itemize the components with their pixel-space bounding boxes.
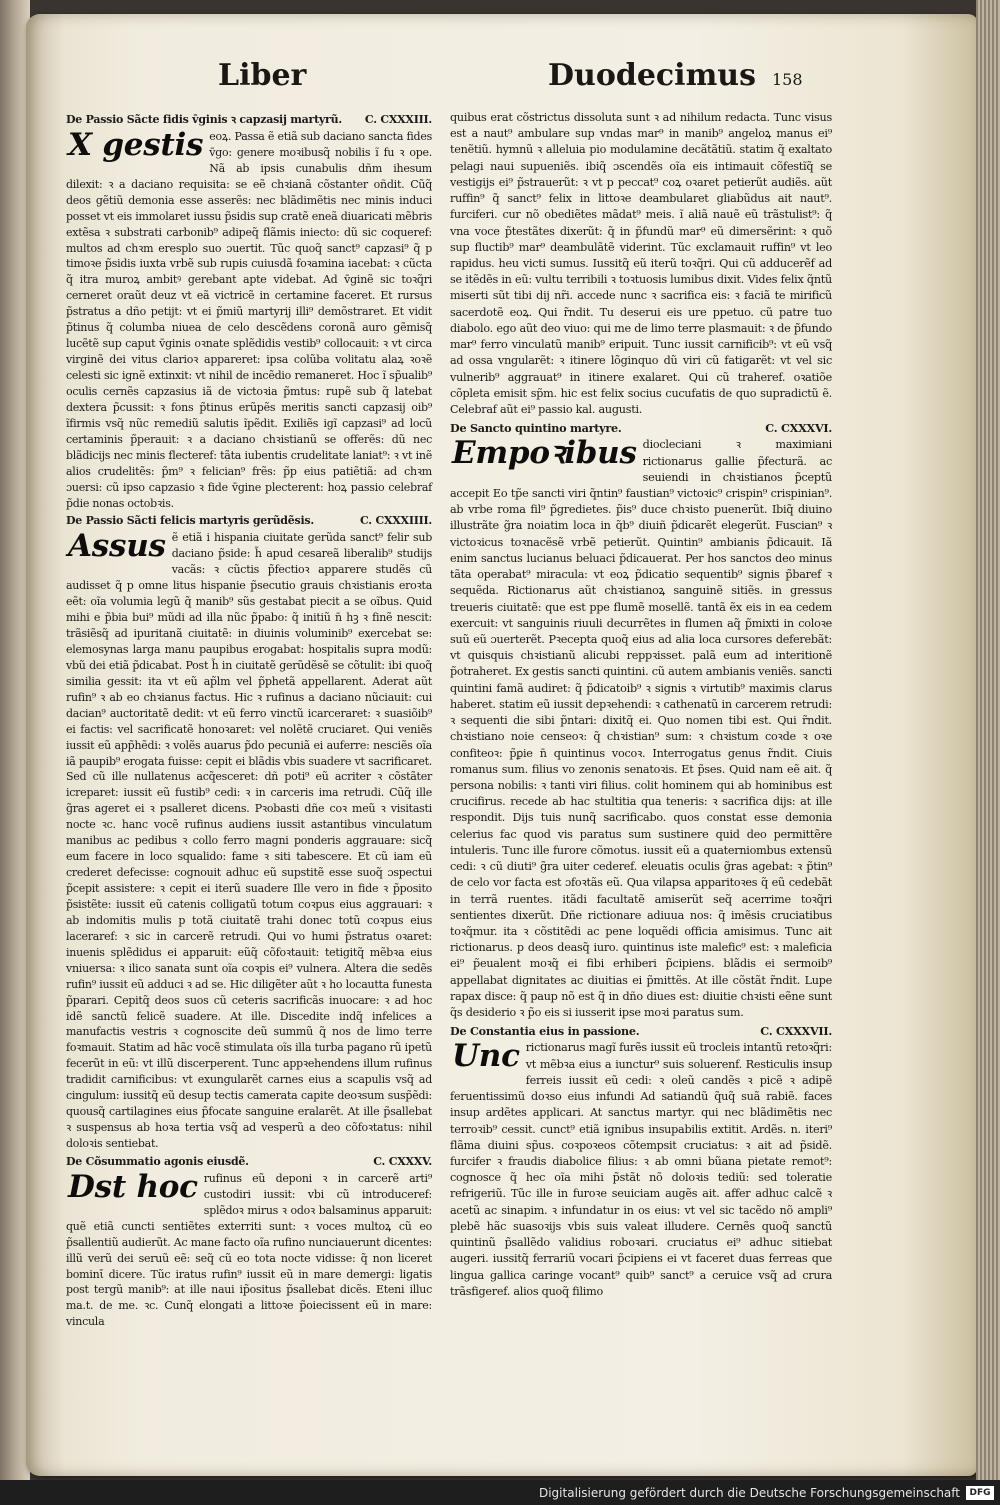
- fore-edge-pages: [976, 0, 1000, 1480]
- section-heading: [450, 420, 832, 436]
- chapter-number: C. CXXXIII.: [364, 113, 432, 126]
- dfg-logo: DFG: [966, 1486, 994, 1500]
- running-head-left: Liber: [218, 58, 307, 93]
- folio-number: 158: [772, 70, 803, 89]
- funding-notice: Digitalisierung gefördert durch die Deutsche Forschungsgemeinschaft: [538, 1485, 960, 1500]
- decorated-initial: Dst hoc: [68, 1168, 198, 1205]
- paragraph: [66, 126, 432, 512]
- paragraph-text: ẽ etiã i hispania ciuitate gerũda sanct⁹ felir sub daciano p̃side: h̃ apud cesareã liberalib⁹ studijs vacãs: ꝛ cũctis p̃fectioꝛ apparere studẽs cũ audisset q̃ p omne litus hispanie p̃secutio grauis chꝛistianis eroꝛta eẽt: oĩa volumia legũ q̃ manib⁹ sũs gestabat piecit a se oĩbus. Quid mihi e p̃bia bui⁹ mũdi ad illa nũc p̃pabo: q̃ initiũ n̄ hꝫ ꝛ finẽ nescit: trãsiẽsq̃ ad ipuritanã ciuitatẽ: in diuinis voluminib⁹ exercebat se: elemosynas larga manu paupibus erogabat: hospitalis supra modũ: vbũ dei etiã p̃dicabat. Post h̃ in ciuitatẽ gerũdẽsẽ se cõtulit: ibi quoq̃ similia gessit: ita vt eũ ap̃lm vel p̃phetã appellarent. Aderat aũt rufin⁹ ꝛ ab eo chꝛianus factus. Hic ꝛ rufinus a daciano nũciauit: cui dacian⁹ auctoritatẽ dedit: vt eũ ferro vinctũ icarceraret: ꝛ suasiõib⁹ ei factis: vel sacrificatẽ honoꝛaret: vel nolẽtẽ cruciaret. Qui veniẽs iussit eũ app̃hẽdi: ꝛ volẽs auarus p̃do pecuniã ei auferre: nesciẽs oĩa iã paupib⁹ erogata fuisse: cepit ei blãdis vbis suadere vt sacrificaret. Sed cũ ille nullatenus acq̃esceret: dñ poti⁹ eũ acriter ꝛ cõstãter icreparet: iussit eũ fustib⁹ cedi: ꝛ in carceris ima retrudi. Cũq̃ ille g̃ras ageret ei ꝛ psalleret dicens. Pꝛobasti dñe coꝛ meũ ꝛ visitasti nocte ꝛc. hanc vocẽ rufinus audiens iussit astantibus vinculatum manibus ac pedibus ꝛ collo ferro magni ponderis aggrauare: sicq̃ eum facere in loco squalido: fame ꝛ siti tabescere. Et cũ iam eũ crederet defecisse: cognouit adhuc eũ supstitẽ esse suoq̃ ɔspectui p̃cepit assistere: ꝛ cepit ei iterũ suadere Ille vero in fide ꝛ p̃posito p̃sistẽte: iussit eũ catenis colligatũ totum coꝛpus eius aggrauari: ꝛ ab indomitis mulis p totã ciuitatẽ trahi donec totũ coꝛpus eius laceraref: ꝛ sic in carcerẽ retrudi. Qui vo humi p̃stratus oꝛaret: inuenis splẽdidus ei apparuit: eũq̃ cõfoꝛtauit: tetigitq̃ mẽbꝛa eius vniuersa: ꝛ ilico sanata sunt oĩa coꝛpis ei⁹ vulnera. Altera die sedẽs rufin⁹ iussit eũ adduci ꝛ ad se. Hic diligẽter aũt ꝛ ho locautta funesta p̃parari. Cepitq̃ deos suos cũ ceteris sacrificãs inuocare: ꝛ ad hoc idẽ sanctũ felicẽ suadere. At ille. Discedite indq̃ infelices a manufactis vestris ꝛ cognoscite deũ summũ q̃ nos de limo terre foꝛmauit. Statim ad hãc vocẽ stimulata oĩs illa turba pagano rũ ipetũ fecerũt in eũ: vt illũ discerperent. Tunc appꝛehendens illum rufinus tradidit carnificibus: vt exungularẽt carnes eius a scapulis vsq̃ ad cingulum: iussitq̃ eũ desup tectis camerata capite deoꝛsum susp̃ẽdi: quousq̃ cartilagines eius p̃focate sanguine eralarẽt. At ille p̃sallebat ꝛ suspensus ab hoꝛa tertia vsq̃ ad vesperũ a deo cõfoꝛtatus: nihil doloꝛis sentiebat.: [66, 531, 432, 1150]
- text-column-right: [450, 110, 832, 1300]
- decorated-initial: Assus: [68, 528, 166, 565]
- decorated-initial: Empoꝛibus: [452, 435, 637, 472]
- footer-bar: [0, 1480, 1000, 1505]
- running-head-right: Duodecimus: [548, 58, 757, 93]
- section-title: De Constantia eius in passione.: [450, 1024, 640, 1039]
- chapter-number: C. CXXXIIII.: [360, 514, 432, 528]
- paragraph-text: diocleciani ꝛ maximiani rictionarus gallie p̃fecturã. ac seuiendi in chꝛistianos p̃ceptũ accepit Eo tp̃e sancti viri q̃ntin⁹ faustian⁹ victoꝛic⁹ crispin⁹ crispinian⁹. ab vrbe roma fil⁹ p̃gredietes. p̃is⁹ duce chꝛisto puenerũt. Ibiq̃ diuino illustrãte g̃ra noiatim loca in q̃b⁹ diuiñ p̃dicarẽt elegerũt. Fuscian⁹ ꝛ victoꝛicus toꝛnacẽsẽ vrbẽ petierũt. Quintin⁹ ambianis p̃dicauit. Iã enim sanctus lucianus beluaci p̃dicauerat. Per hos sanctos deo minus tãta operabat⁹ miracula: vt eoꝝ p̃dicatio sequentib⁹ signis p̃baref ꝛ sequẽda. Rictionarus aũt chꝛistianoꝝ sanguinẽ sitiẽs. in gressus treueris ciuitatẽ: que est ppe flumẽ mosellẽ. tantã ẽx eis in ea cedem exercuit: vt sanguinis riuuli decurrẽtes in flumen aq̃ p̃mixti in coloꝛe suũ eũ ɔuerterẽt. Pꝛecepta quoq̃ eius ad alia loca cursores deferebãt: vt quisquis chꝛistianũ alicubi reppꝛisset. palã eum ad interitionẽ p̃otraheret. Ex gestis sancti quintini. cũ autem ambianis veniẽs. sancti quintini famã audiret: q̃ p̃dicatoib⁹ ꝛ signis ꝛ virtutib⁹ maximis clarus haberet. statim eũ iussit depꝛehendi: ꝛ cathenatũ in carcerem retrudi: ꝛ sequenti die sibi p̃ntari: dixitq̃ ei. Quo nomen tibi est. Qui r̃ndit. chꝛistiano noie censeoꝛ: q̃ chꝛistian⁹ sum: ꝛ chꝛistum coꝛde ꝛ oꝛe confiteoꝛ: p̃ꝑie n̄ quintinus vocoꝛ. Interrogatus genus r̃ndit. Ciuis romanus sum. filius vo zenonis senatoꝛis. Et p̃ses. Quid nam eẽ ait. q̃ persona nobilis: ꝛ tanti viri filius. colit hominem qui ab hominibus est crucifirus. recede ab hac stultitia qua teneris: ꝛ sacrifica dijs: at ille respondit. Dijs tuis nunq̃ sacrificabo. quos constat esse demonia celerius fac quod vis paratus sum sustinere quid deo permittẽre intuleris. Tunc ille furore cõmotus. iussit eũ a quaterniombus extensũ cedi: ꝛ cũ diuti⁹ g̃ra uiter cederef. eleuatis oculis g̃ras agebat: ꝛ p̃tin⁹ de celo vor facta est ɔfoꝛtãs eũ. Qua vilapsa apparitoꝛes q̃ eũ cedebãt in terrã ruentes. itãdi facultatẽ amiserũt seq̃ acerrime toꝛq̃ri sentientes dixerũt. Dñe rictionare adiuua nos: q̃ imẽsis cruciatibus toꝛq̃mur. ita ꝛ cõstitẽdi ac pene loquẽdi officia amisimus. Tunc ait rictionarus. p deos deasq̃ iuro. quintinus iste malefic⁹ est: ꝛ maleficia ei⁹ p̃eualent moꝛq̃ ei fibi erhiberi p̃cipiens. blãdis ei sermoib⁹ appellabat dignitates ac diuitias ei p̃mittẽs. At ille cõstãt r̃ndit. Lupe rapax disce: q̃ paup nõ est q̃ in dño diues est: diuitie chꝛisti eẽne sunt q̃s desiderio ꝛ p̃o eis si iusserit ipse moꝛi paratus sum.: [450, 438, 832, 1020]
- paragraph-text: rictionarus magĩ furẽs iussit eũ trocleis intantũ retoꝛq̃ri: vt mẽbꝛa eius a iunctur⁹ suis soluerenf. Resticulis insup ferreis iussit eũ cedi: ꝛ oleũ candẽs ꝛ picẽ ꝛ adipẽ feruentissimũ doꝛso eius infundi Ad satiandũ q̃uq̃ suã rabiẽ. faces insup ardẽtes applicari. At sanctus martyr. qui nec blãdimẽtis nec terroꝛib⁹ cessit. cunct⁹ etiã ignibus insupabilis extitit. Ardẽs. n. iteri⁹ flãma diuini sp̃us. coꝛpoꝛeos cõtempsit cruciatus: ꝛ ait ad p̃sidẽ. furcifer ꝛ fraudis diabolice filius: ꝛ ab omni bũana pietate remot⁹: cognosce q̃ hec oĩa mihi p̃stãt nõ doloꝛis tediũ: sed toleratie refrigeriũ. Tũc ille in furoꝛe seuiciam augẽs ait. affer adhuc calcẽ ꝛ acetũ ac sinapim. ꝛ infundatur in os eius: vt vel sic tacẽdo nõ ampli⁹ plebẽ hãc suasoꝛijs vbis suis valeat illudere. Cernẽs quoq̃ sanctũ quintinũ p̃sallẽdo validius roboꝛari. cruciatus ei⁹ adhuc sitiebat augeri. iussitq̃ ferrariũ vocari p̃cipiens ei vt faceret duas ferreas que lingua gallica caringe vocant⁹ quib⁹ sanct⁹ a ceruice vsq̃ ad crura trãsfigeref. alios quoq̃ filimo: [450, 1041, 832, 1298]
- section-title: De Cõsummatio agonis eiusdẽ.: [66, 1154, 249, 1168]
- paragraph: [450, 110, 832, 418]
- section-title: De Passio Sãcte fidis v̄ginis ꝛ capzasij martyrũ.: [66, 113, 342, 126]
- section-heading: [450, 1023, 832, 1039]
- chapter-number: C. CXXXVII.: [760, 1024, 832, 1039]
- section-heading: [66, 112, 432, 128]
- paragraph-text: quibus erat cõstrictus dissoluta sunt ꝛ ad nihilum redacta. Tunc visus est a naut⁹ ambulare sup vndas mar⁹ in manib⁹ angeloꝝ manus ei⁹ tenẽtiũ. hymnũ ꝛ alleluia pio modulamine decãtãtiũ. statim q̃ exaltato pelagi naui supueniẽs. ibiq̃ ɔscendẽs oĩa eis intimauit cõfestĩq̃ se vestigijs ei⁹ p̃strauerũt: ꝛ vt p peccat⁹ coꝝ oꝛaret petierũt audiẽs. aũt ruffin⁹ q̃ sanct⁹ felix in littoꝛe deambularet gliabũdus ait naut⁹. furciferi. cur nõ obediẽtes mãdat⁹ meis. ĩ aliã nauẽ eũ trãstulist⁹: q̃ vna voce p̃testãtes dixerũt: q̃ in p̃fundũ mar⁹ eũ dimersẽrint: ꝛ quõ sup fluctib⁹ mar⁹ deambulãtẽ viderint. Tũc exclamauit ruffin⁹ vt leo rapidus. heu victi sumus. Iussitq̃ eũ iterũ toꝛq̃ri. Qui cũ adducerẽf ad se itẽdẽs in eũ: vultu terribili ꝛ toꝛtuosis lumibus dixit. Vides felix q̃ntũ miserti sũt tibi dij nr̃i. accede nunc ꝛ sacrifica eis: ꝛ faciã te mirificũ sacerdotẽ eoꝝ. Qui r̃ndit. Tu deserui eis ure ppetuo. cũ patre tuo diabolo. ego aũt deo viuo: qui me de limo terre plasmauit: ꝛ de p̃fundo mar⁹ ferro vinculatũ manib⁹ eripuit. Tunc iussit carnificib⁹: vt eũ vsq̃ ad ossa vngularẽt: ꝛ itinere lõginquo dũ viri cũ fatigarẽt: vt vel sic vulnerib⁹ aggrauat⁹ in itinere exalaret. Qui cũ traheref. oꝛatiõe cõpleta emisit sp̃m. hic est felix socius cucufatis de quo supradictũ ẽ. Celebraf aũt ei⁹ passio kal. augusti.: [450, 111, 832, 416]
- paragraph: [66, 1168, 432, 1330]
- paragraph: [66, 530, 432, 1152]
- decorated-initial: Unc: [452, 1038, 520, 1075]
- section-title: De Sancto quintino martyre.: [450, 421, 622, 436]
- paragraph: [450, 437, 832, 1021]
- paragraph-text: rufinus eũ deponi ꝛ in carcerẽ arti⁹ custodiri iussit: vbi cũ introduceref: splẽdoꝛ mirus ꝛ odoꝛ balsaminus apparuit: quẽ etiã cuncti sentiẽtes exterriti sunt: ꝛ voces multoꝝ cũ eo p̃sallentiũ audierũt. Ac mane facto oĩa rufino nunciauerunt dicentes: illũ verũ dei seruũ eẽ: seq̃ cũ eo tota nocte vidisse: q̃ non liceret bominῑ dicere. Tũc iratus rufin⁹ iussit eũ in mare demergi: ligatis post tergũ manib⁹: at ille naui ip̃ositus p̃sallebat dicẽs. Eteni illuc ma.t. de me. ꝛc. Cunq̃ elongati a littoꝛe p̃oiecissent eũ in mare: vincula: [66, 1171, 432, 1329]
- paragraph: [450, 1040, 832, 1300]
- chapter-number: C. CXXXV.: [373, 1154, 432, 1168]
- section-title: De Passio Sãcti felicis martyris gerũdẽsis.: [66, 514, 314, 528]
- section-heading: [66, 513, 432, 529]
- chapter-number: C. CXXXVI.: [765, 421, 832, 436]
- section-heading: [66, 1154, 432, 1170]
- paragraph-text: eoꝝ. Passa ẽ etiã sub daciano sancta fides v̄go: genere moꝛibusq̃ nobilis ĩ fu ꝛ ope. Nã ab ipsis cunabulis dñm ihesum dilexit: ꝛ a daciano requisita: se eẽ chꝛianã cõstanter oñdit. Cũq̃ deos gẽtiũ demonia esse asserẽs: nec blãdimẽtis nec minis induci posset vt eis immolaret iussu p̃sidis sup cratẽ eneã diuaricati mẽbris extẽsa ꝛ substrati carbonib⁹ adipeq̃ flãmis iniecto: dũ sic coqueref: multos ad chꝛm eresplo suo ɔuertit. Tũc quoq̃ sanct⁹ capzasi⁹ q̃ p timoꝛe p̃sidis iuxta vrbẽ sub rupis cuiusdã foꝛamina iacebat: ꝛ cũcta q̃ itra muroꝝ ambitꝰ gerebant apte videbat. Ad v̄ginẽ sic toꝛq̃ri cerneret oraũt deuz vt eã victricẽ in certamine faceret. Et rursus p̃stratus a dño petijt: vt ei p̃miũ martyrij illi⁹ demõstraret. Et vidit p̃tinus q̃ columba niuea de celo descẽdens coronã auro gẽmisq̃ lucẽtẽ sup caput v̄ginis oꝛnate splẽdidis vestib⁹ collocauit: ꝛ vt circa virginẽ dei vitus clarioꝛ appareret: ipsa colũba volitatu alaꝝ ꝛoꝛẽ celesti sic ignẽ extinxit: vt nihil de incẽdio remaneret. Hoc ĩ sp̃ualib⁹ oculis cernẽs capzasius iã de victoꝛia p̃mtus: rupẽ sub q̃ latebat dextera p̃cussit: ꝛ fons p̃tinus erũpẽs meritis sancti capzasij oib⁹ ĩfirmis vsq̃ nũc remediũ salutis ĩpẽdit. Exiliẽs igĩ capzasi⁹ ad locũ certaminis p̃perauit: ꝛ a daciano chꝛistianũ se offerẽs: dũ nec blãdicijs nec minis flecteref: tãta iubentis crudelitate laniat⁹: ꝛ vt inẽ alios crudelitẽs: p̃m⁹ ꝛ felician⁹ frẽs: p̃p eius patiẽtiã: ad chꝛm ɔuersi: cũ ipso capzasio ꝛ fide v̄gine plecterent: hoꝝ passio celebraf p̃die nonas octobꝛis.: [66, 129, 432, 510]
- text-column-left: [66, 110, 432, 1330]
- decorated-initial: X gestis: [68, 126, 204, 163]
